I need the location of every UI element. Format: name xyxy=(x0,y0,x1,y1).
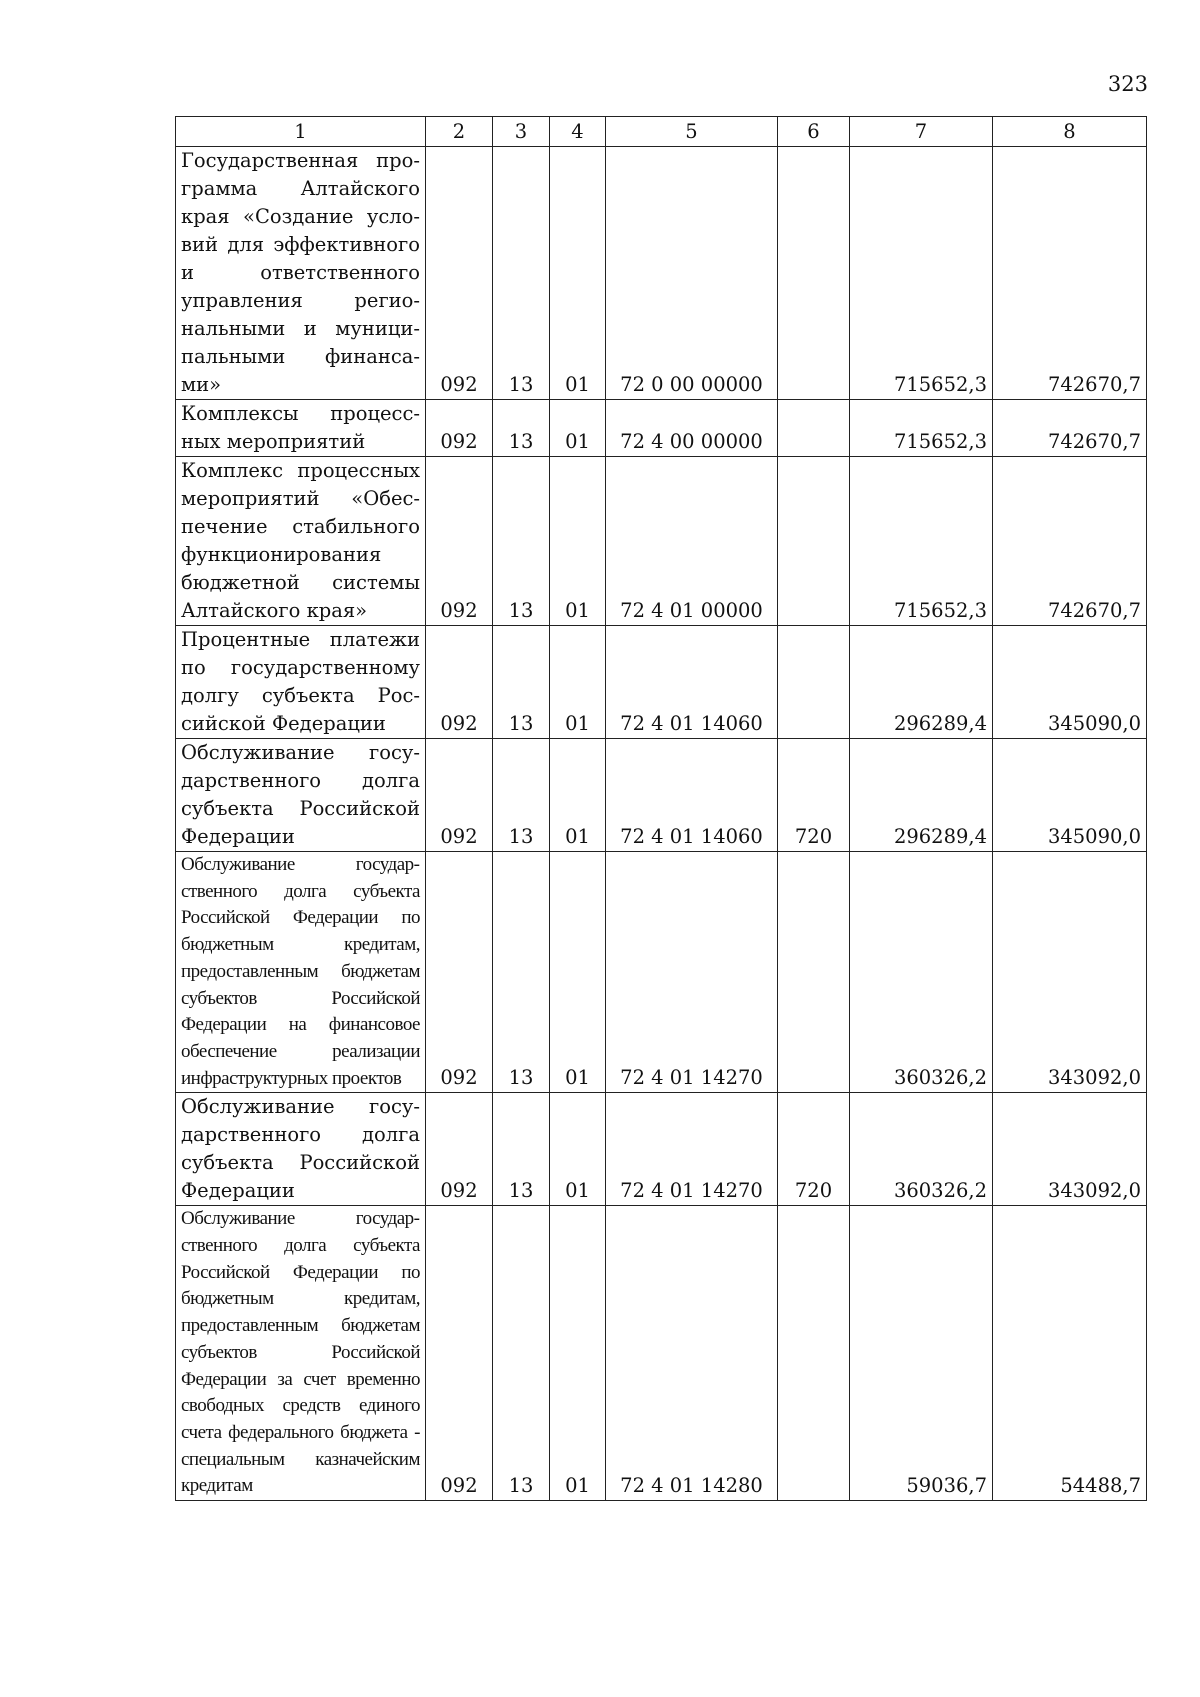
expense-type-code xyxy=(778,147,850,400)
expense-type-code xyxy=(778,852,850,1093)
subsection-code: 01 xyxy=(550,1206,606,1501)
table-row xyxy=(176,457,1147,626)
ministry-code: 092 xyxy=(426,1206,493,1501)
amount-col-8: 742670,7 xyxy=(993,147,1147,400)
target-article-code: 72 4 01 00000 xyxy=(606,457,778,626)
target-article-code: 72 4 01 14270 xyxy=(606,1093,778,1206)
target-article-code: 72 4 01 14280 xyxy=(606,1206,778,1501)
row-name: Обслуживание государственного долга субъекта Российской Федерации по бюджетным кредитам, предоставленным бюджетам субъектов Российской Федерации за счет временно свободных средств единого счета федерального бюджета - специальным казначейским кредитам xyxy=(176,1206,426,1501)
table-row xyxy=(176,852,1147,1093)
column-header: 6 xyxy=(778,117,850,147)
ministry-code: 092 xyxy=(426,147,493,400)
expense-type-code: 720 xyxy=(778,1093,850,1206)
row-name: Комплексы процессных мероприятий xyxy=(176,400,426,457)
amount-col-7: 296289,4 xyxy=(850,626,993,739)
row-name: Обслуживание государственного долга субъекта Российской Федерации xyxy=(176,739,426,852)
target-article-code: 72 4 01 14060 xyxy=(606,739,778,852)
table-header-row xyxy=(176,117,1147,147)
amount-col-8: 742670,7 xyxy=(993,457,1147,626)
amount-col-8: 742670,7 xyxy=(993,400,1147,457)
column-header: 4 xyxy=(550,117,606,147)
section-code: 13 xyxy=(493,1206,550,1501)
amount-col-7: 715652,3 xyxy=(850,457,993,626)
subsection-code: 01 xyxy=(550,852,606,1093)
amount-col-8: 54488,7 xyxy=(993,1206,1147,1501)
expense-type-code xyxy=(778,400,850,457)
subsection-code: 01 xyxy=(550,626,606,739)
subsection-code: 01 xyxy=(550,739,606,852)
table-row xyxy=(176,1206,1147,1501)
amount-col-8: 343092,0 xyxy=(993,1093,1147,1206)
amount-col-7: 360326,2 xyxy=(850,852,993,1093)
budget-table xyxy=(175,116,1147,1501)
amount-col-7: 59036,7 xyxy=(850,1206,993,1501)
column-header: 5 xyxy=(606,117,778,147)
section-code: 13 xyxy=(493,739,550,852)
ministry-code: 092 xyxy=(426,626,493,739)
table-row xyxy=(176,1093,1147,1206)
ministry-code: 092 xyxy=(426,400,493,457)
expense-type-code xyxy=(778,1206,850,1501)
section-code: 13 xyxy=(493,1093,550,1206)
amount-col-7: 715652,3 xyxy=(850,400,993,457)
section-code: 13 xyxy=(493,626,550,739)
expense-type-code xyxy=(778,626,850,739)
amount-col-8: 345090,0 xyxy=(993,626,1147,739)
row-name: Комплекс процессных мероприятий «Обеспечение стабильного функционирования бюджетной системы Алтайского края» xyxy=(176,457,426,626)
target-article-code: 72 4 01 14270 xyxy=(606,852,778,1093)
subsection-code: 01 xyxy=(550,1093,606,1206)
amount-col-7: 360326,2 xyxy=(850,1093,993,1206)
subsection-code: 01 xyxy=(550,457,606,626)
amount-col-8: 345090,0 xyxy=(993,739,1147,852)
table-row xyxy=(176,739,1147,852)
section-code: 13 xyxy=(493,147,550,400)
column-header: 8 xyxy=(993,117,1147,147)
table-row xyxy=(176,147,1147,400)
section-code: 13 xyxy=(493,852,550,1093)
subsection-code: 01 xyxy=(550,400,606,457)
column-header: 7 xyxy=(850,117,993,147)
ministry-code: 092 xyxy=(426,1093,493,1206)
ministry-code: 092 xyxy=(426,457,493,626)
row-name: Обслуживание государственного долга субъекта Российской Федерации по бюджетным кредитам, предоставленным бюджетам субъектов Российской Федерации на финансовое обеспечение реализации инфраструктурных проектов xyxy=(176,852,426,1093)
amount-col-7: 296289,4 xyxy=(850,739,993,852)
amount-col-7: 715652,3 xyxy=(850,147,993,400)
section-code: 13 xyxy=(493,457,550,626)
subsection-code: 01 xyxy=(550,147,606,400)
row-name: Процентные платежи по государственному долгу субъекта Российской Федерации xyxy=(176,626,426,739)
expense-type-code: 720 xyxy=(778,739,850,852)
amount-col-8: 343092,0 xyxy=(993,852,1147,1093)
row-name: Обслуживание государственного долга субъекта Российской Федерации xyxy=(176,1093,426,1206)
target-article-code: 72 0 00 00000 xyxy=(606,147,778,400)
column-header: 3 xyxy=(493,117,550,147)
ministry-code: 092 xyxy=(426,852,493,1093)
section-code: 13 xyxy=(493,400,550,457)
table-row xyxy=(176,626,1147,739)
table-row xyxy=(176,400,1147,457)
row-name: Государственная программа Алтайского края «Создание условий для эффективного и ответственного управления региональными и муниципальными финансами» xyxy=(176,147,426,400)
target-article-code: 72 4 00 00000 xyxy=(606,400,778,457)
page-number: 323 xyxy=(1107,72,1148,96)
expense-type-code xyxy=(778,457,850,626)
ministry-code: 092 xyxy=(426,739,493,852)
column-header: 2 xyxy=(426,117,493,147)
target-article-code: 72 4 01 14060 xyxy=(606,626,778,739)
column-header: 1 xyxy=(176,117,426,147)
